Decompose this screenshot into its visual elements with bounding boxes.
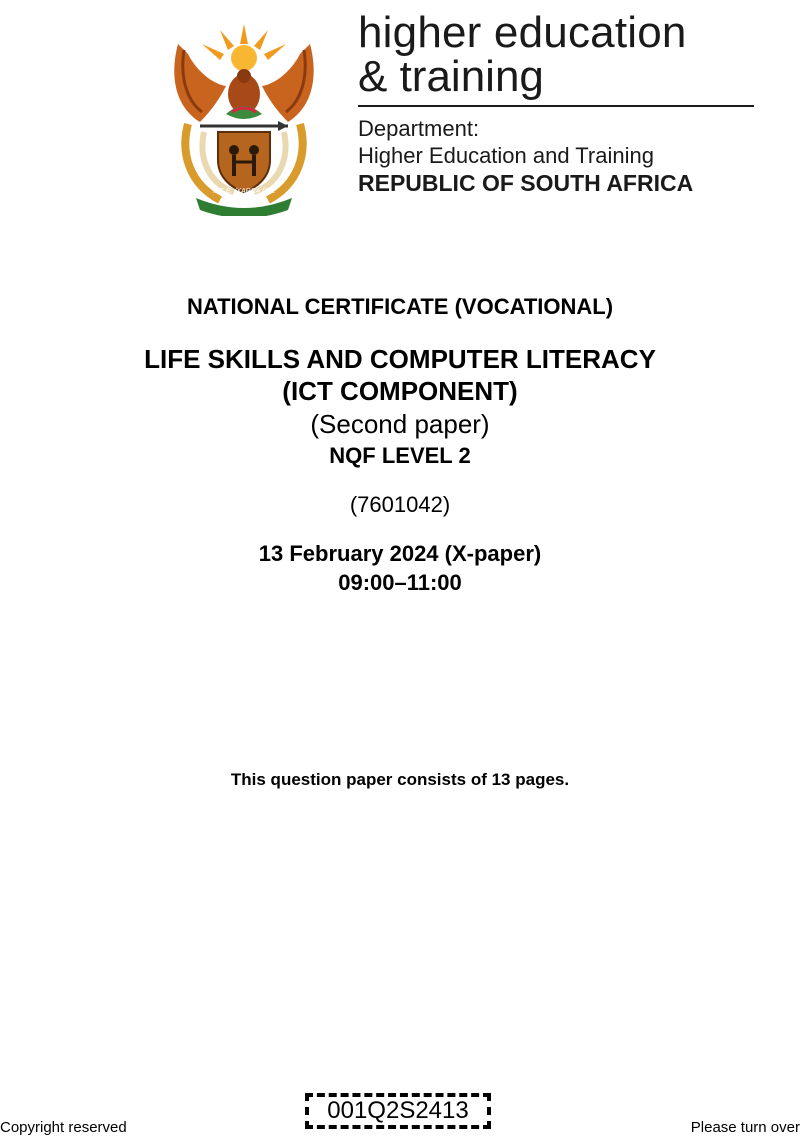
coat-of-arms-logo: [160, 14, 328, 216]
subject-title: LIFE SKILLS AND COMPUTER LITERACY: [144, 344, 656, 374]
brand-line-2: & training: [358, 52, 544, 101]
header-divider: [358, 105, 754, 107]
certificate-title: NATIONAL CERTIFICATE (VOCATIONAL): [186, 294, 614, 319]
paper-number: (Second paper): [310, 409, 490, 439]
department-label: Department:: [358, 116, 480, 141]
paper-code-box: 001Q2S2413: [305, 1093, 491, 1129]
copyright-notice: Copyright reserved: [0, 1119, 127, 1136]
subject-code: (7601042): [349, 492, 451, 517]
exam-time: 09:00–11:00: [338, 570, 462, 595]
logo-motto: !KE E: /XARRA //KE: [212, 188, 276, 195]
turn-over-note: Please turn over: [690, 1119, 800, 1136]
country-name: REPUBLIC OF SOUTH AFRICA: [358, 170, 694, 196]
nqf-level: NQF LEVEL 2: [329, 443, 471, 468]
subject-component: (ICT COMPONENT): [282, 376, 518, 406]
department-name: Higher Education and Training: [358, 143, 654, 168]
page-count-note: This question paper consists of 13 pages.: [230, 770, 570, 789]
brand-line-1: higher education: [358, 8, 687, 57]
exam-date: 13 February 2024 (X-paper): [258, 541, 542, 566]
